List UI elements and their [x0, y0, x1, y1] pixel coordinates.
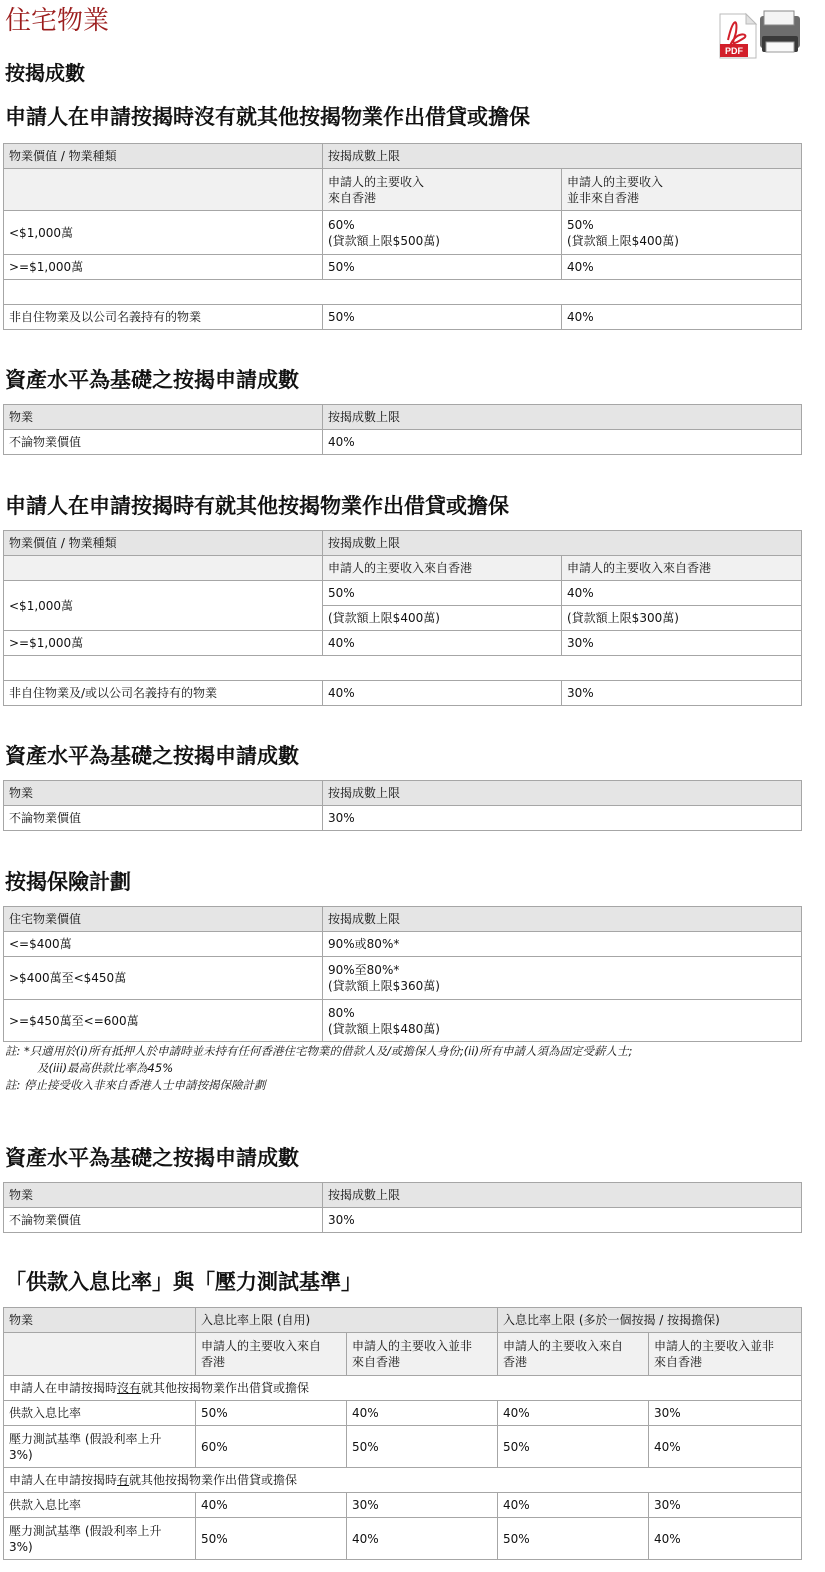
row-label: 不論物業價值	[4, 806, 323, 831]
table-row	[4, 255, 802, 280]
subheader-cell: 申請人的主要收入並非 來自香港	[649, 1333, 802, 1376]
condition-row	[4, 1376, 802, 1401]
table-row	[4, 1208, 802, 1233]
header-cell: 物業	[4, 1183, 323, 1208]
value-cell: 30%	[323, 1208, 802, 1233]
table-row	[4, 1000, 802, 1042]
table-row	[4, 1518, 802, 1560]
header-cell: 物業價值 / 物業種類	[4, 531, 323, 556]
pdf-icon-label: PDF	[725, 46, 743, 56]
row-label: 壓力測試基準 (假設利率上升 3%)	[4, 1426, 196, 1468]
row-label: 壓力測試基準 (假設利率上升 3%)	[4, 1518, 196, 1560]
section2-title: 資產水平為基礎之按揭申請成數	[5, 368, 299, 392]
value-cell: 40%	[347, 1518, 498, 1560]
table-header-row	[4, 405, 802, 430]
value-cell: (貸款額上限$400萬)	[323, 606, 562, 631]
section6-title: 資產水平為基礎之按揭申請成數	[5, 1146, 299, 1170]
table-row	[4, 305, 802, 330]
header-cell: 按揭成數上限	[323, 531, 802, 556]
header-cell: 按揭成數上限	[323, 1183, 802, 1208]
table-row	[4, 932, 802, 957]
value-cell: 50%	[323, 581, 562, 606]
subheader-cell: 申請人的主要收入來自香港	[323, 556, 562, 581]
condition-cell: 申請人在申請按揭時有就其他按揭物業作出借貸或擔保	[4, 1468, 802, 1493]
header-cell: 物業	[4, 405, 323, 430]
header-cell: 物業	[4, 1308, 196, 1333]
table-header-row	[4, 1183, 802, 1208]
row-label: <$1,000萬	[4, 581, 323, 631]
value-cell: 30%	[562, 631, 802, 656]
row-label: >=$1,000萬	[4, 255, 323, 280]
table-row	[4, 430, 802, 455]
value-cell: 30%	[323, 806, 802, 831]
section4-title: 資產水平為基礎之按揭申請成數	[5, 744, 299, 768]
value-cell: 40%	[562, 581, 802, 606]
condition-cell: 申請人在申請按揭時沒有就其他按揭物業作出借貸或擔保	[4, 1376, 802, 1401]
dti-stress-test-table	[3, 1307, 802, 1560]
subheader-cell: 申請人的主要收入來自 香港	[196, 1333, 347, 1376]
value-cell: 30%	[649, 1493, 802, 1518]
header-cell: 入息比率上限 (多於一個按揭 / 按揭擔保)	[498, 1308, 802, 1333]
row-label: 供款入息比率	[4, 1401, 196, 1426]
value-cell: 40%	[498, 1493, 649, 1518]
value-cell: 50%	[498, 1518, 649, 1560]
header-cell: 按揭成數上限	[323, 144, 802, 169]
table-header-row	[4, 907, 802, 932]
subheader-cell: 申請人的主要收入 來自香港	[323, 169, 562, 211]
header-cell: 按揭成數上限	[323, 405, 802, 430]
subheader-cell: 申請人的主要收入 並非來自香港	[562, 169, 802, 211]
row-label: 供款入息比率	[4, 1493, 196, 1518]
header-cell: 按揭成數上限	[323, 781, 802, 806]
mortgage-insurance-table	[3, 906, 802, 1042]
value-cell: 40%	[323, 681, 562, 706]
pdf-print-icon[interactable]	[716, 8, 802, 62]
table-subheader-row	[4, 169, 802, 211]
table-header-row	[4, 144, 802, 169]
value-cell: 60% (貸款額上限$500萬)	[323, 211, 562, 255]
section3-title: 申請人在申請按揭時有就其他按揭物業作出借貸或擔保	[5, 494, 509, 518]
value-cell: 40%	[649, 1426, 802, 1468]
value-cell: 50%	[323, 255, 562, 280]
value-cell: 30%	[347, 1493, 498, 1518]
asset-based-table-1	[3, 404, 802, 455]
value-cell: 90%或80%*	[323, 932, 802, 957]
value-cell: 50%	[323, 305, 562, 330]
value-cell: 50%	[347, 1426, 498, 1468]
row-label: >$400萬至<$450萬	[4, 957, 323, 1000]
row-label: <$1,000萬	[4, 211, 323, 255]
empty-cell	[4, 1333, 196, 1376]
table-row	[4, 1426, 802, 1468]
value-cell: 50%	[498, 1426, 649, 1468]
asset-based-table-3	[3, 1182, 802, 1233]
subheader-cell: 申請人的主要收入並非 來自香港	[347, 1333, 498, 1376]
table-subheader-row	[4, 1333, 802, 1376]
header-cell: 物業	[4, 781, 323, 806]
table-row	[4, 681, 802, 706]
empty-cell	[4, 169, 323, 211]
value-cell: 40%	[562, 305, 802, 330]
table-row	[4, 957, 802, 1000]
value-cell: 30%	[649, 1401, 802, 1426]
header-cell: 物業價值 / 物業種類	[4, 144, 323, 169]
header-cell: 住宅物業價值	[4, 907, 323, 932]
table-row	[4, 631, 802, 656]
table-spacer-row	[4, 280, 802, 305]
note-line: 及(iii)最高供款比率為45%	[37, 1061, 174, 1075]
section1-subtitle: 申請人在申請按揭時沒有就其他按揭物業作出借貸或擔保	[5, 105, 530, 129]
header-cell: 入息比率上限 (自用)	[196, 1308, 498, 1333]
value-cell: 50%	[196, 1401, 347, 1426]
value-cell: 60%	[196, 1426, 347, 1468]
row-label: <=$400萬	[4, 932, 323, 957]
value-cell: 40%	[562, 255, 802, 280]
table-header-row	[4, 531, 802, 556]
row-label: 非自住物業及以公司名義持有的物業	[4, 305, 323, 330]
asset-based-table-2	[3, 780, 802, 831]
table-subheader-row	[4, 556, 802, 581]
header-cell: 按揭成數上限	[323, 907, 802, 932]
table-spacer-row	[4, 656, 802, 681]
note-line: 註: *只適用於(i)所有抵押人於申請時並未持有任何香港住宅物業的借款人及/或擔保人身份;(ii)所有申請人須為固定受薪人士;	[5, 1044, 633, 1058]
row-label: 不論物業價值	[4, 1208, 323, 1233]
value-cell: 40%	[498, 1401, 649, 1426]
table-row	[4, 1493, 802, 1518]
page-title: 住宅物業	[5, 6, 110, 36]
value-cell: 40%	[323, 430, 802, 455]
ltv-table-with-other-mortgage	[3, 530, 802, 706]
table-row	[4, 211, 802, 255]
value-cell: 40%	[347, 1401, 498, 1426]
section-title-mortgage-ratio: 按揭成數	[5, 61, 85, 85]
value-cell: 40%	[196, 1493, 347, 1518]
note-line: 註: 停止接受收入非來自香港人士申請按揭保險計劃	[5, 1078, 266, 1092]
table-row	[4, 806, 802, 831]
value-cell: 90%至80%* (貸款額上限$360萬)	[323, 957, 802, 1000]
condition-row	[4, 1468, 802, 1493]
row-label: 不論物業價值	[4, 430, 323, 455]
value-cell: 40%	[649, 1518, 802, 1560]
value-cell: 50% (貸款額上限$400萬)	[562, 211, 802, 255]
section7-title: 「供款入息比率」與「壓力測試基準」	[5, 1270, 362, 1294]
insurance-notes	[5, 1043, 632, 1094]
value-cell: 40%	[323, 631, 562, 656]
row-label: 非自住物業及/或以公司名義持有的物業	[4, 681, 323, 706]
pdf-document-icon	[716, 8, 802, 62]
value-cell: (貸款額上限$300萬)	[562, 606, 802, 631]
value-cell: 80% (貸款額上限$480萬)	[323, 1000, 802, 1042]
row-label: >=$450萬至<=600萬	[4, 1000, 323, 1042]
row-label: >=$1,000萬	[4, 631, 323, 656]
ltv-table-no-other-mortgage	[3, 143, 802, 330]
table-header-row	[4, 781, 802, 806]
value-cell: 50%	[196, 1518, 347, 1560]
table-header-row	[4, 1308, 802, 1333]
subheader-cell: 申請人的主要收入來自香港	[562, 556, 802, 581]
table-row	[4, 1401, 802, 1426]
value-cell: 30%	[562, 681, 802, 706]
subheader-cell: 申請人的主要收入來自 香港	[498, 1333, 649, 1376]
empty-cell	[4, 556, 323, 581]
table-row	[4, 581, 802, 606]
section5-title: 按揭保險計劃	[5, 870, 131, 894]
